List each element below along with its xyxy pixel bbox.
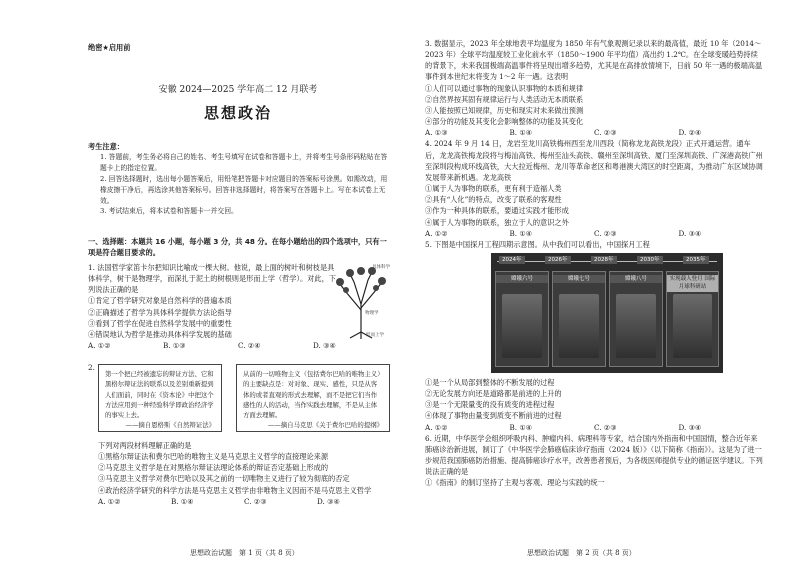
notice-title: 考生注意： bbox=[88, 142, 124, 151]
option: ②马克思主义哲学是在对黑格尔辩证法理论体系的辩证否定基础上形成的 bbox=[98, 463, 329, 473]
answer-d: D. ③④ bbox=[313, 341, 336, 351]
option: ③看到了哲学在促进自然科学发展中的重要性 bbox=[88, 318, 232, 328]
tree-label: 具体科学 bbox=[372, 265, 390, 270]
option: ③人能按照已知规律，历史和现实对未来做出预测 bbox=[425, 105, 584, 115]
phase-card bbox=[552, 271, 606, 367]
quote-text: 从前的一切唯物主义（包括费尔巴哈的唯物主义）的主要缺点是：对对象、现实、感性，只是从客体的或者直观的形式去理解，而不是把它们当作感性的人的活动，当作实践去理解，不是从主体方面去理解。 bbox=[243, 370, 381, 419]
phase-label: 嫦娥六号 bbox=[496, 275, 548, 284]
timeline-year: 2035年 bbox=[683, 256, 709, 265]
answer-b: B. ①④ bbox=[509, 128, 533, 138]
answer-d: D. ③④ bbox=[317, 496, 340, 506]
answer-a: A. ①③ bbox=[425, 128, 448, 138]
quote-box bbox=[98, 364, 222, 432]
question-5 bbox=[425, 239, 763, 433]
option: ③马克思主义哲学对费尔巴哈以及其之前的一切唯物主义进行了较为彻底的否定 bbox=[98, 474, 350, 484]
question-3 bbox=[425, 38, 763, 138]
option: ④体现了事物由量变到质变不断前进的过程 bbox=[425, 411, 562, 421]
question-2-materials bbox=[98, 364, 390, 434]
timeline-year: 2028年 bbox=[591, 256, 617, 265]
phase-image bbox=[616, 294, 656, 358]
knowledge-tree-illustration bbox=[332, 262, 390, 340]
phase-image bbox=[502, 294, 542, 358]
answer-b: B. ①④ bbox=[171, 496, 194, 506]
exam-title: 安徽 2024—2025 学年高二 12 月联考 bbox=[158, 85, 318, 95]
section-heading: 一、选择题：本题共 16 小题，每小题 3 分，共 48 分。在每小题给出的四个选项中，只有一项是符合题目要求的。 bbox=[88, 237, 387, 258]
option: ①黑格尔辩证法和费尔巴哈的唯物主义是马克思主义哲学的直接理论来源 bbox=[98, 452, 329, 462]
phase-card bbox=[666, 271, 719, 367]
answer-c: C. ②③ bbox=[244, 496, 267, 506]
answer-b: B. ①③ bbox=[163, 341, 186, 351]
page-footer-left: 思想政治试题 第 1 页（共 8 页） bbox=[190, 549, 299, 557]
answer-a: A. ①② bbox=[425, 422, 448, 432]
page-footer-right: 思想政治试题 第 2 页（共 8 页） bbox=[527, 549, 636, 557]
question-stem: 3. 数据显示，2023 年全球地表平均温度为 1850 年有气象观测记录以来的最高值，最近 10 年（2014～2023 年）全球平均温度较工业化前水平（1850～1900 年平均值）高出约 1.2℃。在全球变暖趋势持续的背景下，未来我国极端高温事件将呈现出增多趋势，尤其是在高排放情境下，日前 50 年一遇的极端高温事件到本世纪末将变为 1～2 年一遇。这表明 bbox=[425, 39, 763, 82]
question-stem: 6. 近期，中华医学会组织呼吸内科、肿瘤内科、病理科等专家，结合国内外指南和中国国情，整合近年来肺癌诊治新进展，制订了《中华医学会肺癌临床诊疗指南（2024 版）》（以下简称《指南》）。这是为了进一步规范我国肺癌防治措施、提高肺癌诊疗水平，改善患者预后，为各级医师提供专业的循证医学建议。下列说法正确的是 bbox=[425, 433, 763, 477]
notice-list bbox=[100, 152, 388, 217]
notice-item: 3. 考试结束后，将本试卷和答题卡一并交回。 bbox=[100, 207, 238, 216]
answer-c: C. ②③ bbox=[594, 422, 617, 432]
answer-choices bbox=[88, 340, 388, 351]
answer-c: C. ②③ bbox=[594, 228, 617, 238]
phase-card bbox=[609, 271, 663, 367]
phase-label: 实现载人登月 国际月球科研站 bbox=[667, 275, 718, 292]
option: ②具有“人化”的特点，改变了联系的客观性 bbox=[425, 195, 562, 205]
timeline bbox=[491, 256, 723, 266]
option: ③作为一种具体的联系，要通过实践才能形成 bbox=[425, 206, 569, 216]
quote-source: ——摘自马克思《关于费尔巴哈的提纲》 bbox=[267, 421, 383, 430]
answer-a: A. ①② bbox=[425, 228, 448, 238]
phase-image bbox=[673, 294, 712, 358]
answer-choices bbox=[425, 422, 763, 433]
option: ①人们可以通过事物的现象认识事物的本质和规律 bbox=[425, 83, 584, 93]
answer-c: C. ②③ bbox=[594, 128, 617, 138]
option: ①肯定了哲学研究对象是自然科学的普遍本质 bbox=[88, 296, 232, 306]
phase-label: 嫦娥八号 bbox=[610, 275, 662, 284]
question-stem: 1. 法国哲学家笛卡尔把知识比喻成一棵大树。他说，最上面的树叶和树枝是具体科学，树干是物理学，而深扎于泥土的树根则是形而上学（哲学）。对此，下列说法正确的是 bbox=[88, 263, 336, 295]
option: ③是一个无限量变的没有质变的进程过程 bbox=[425, 400, 555, 410]
answer-a: A. ①② bbox=[98, 496, 121, 506]
phase-image bbox=[559, 294, 599, 358]
timeline-year: 2024年 bbox=[499, 256, 525, 265]
option: ①是一个从局部到整体的不断发展的过程 bbox=[425, 377, 555, 387]
answer-d: D. ③④ bbox=[678, 228, 702, 238]
secret-mark: 绝密★启用前 bbox=[88, 43, 131, 52]
tree-label: 形而上学 bbox=[366, 333, 384, 338]
option: ④属于人为事物的联系，独立于人的意识之外 bbox=[425, 217, 569, 227]
option: ①《指南》的制订坚持了主观与客观、理论与实践的统一 bbox=[425, 478, 605, 488]
timeline-year: 2030年 bbox=[637, 256, 663, 265]
lunar-program-diagram bbox=[491, 253, 723, 373]
quote-box bbox=[236, 364, 390, 432]
answer-d: D. ②④ bbox=[678, 128, 702, 138]
question-stem: 5. 下图是中国探月工程四期示意图。从中我们可以看出，中国探月工程 bbox=[425, 239, 650, 249]
notice-item: 1. 答题前，考生务必将自己的姓名、考生号填写在试卷和答题卡上，并将考生号条形码粘贴在答题卡上的指定位置。 bbox=[100, 153, 388, 172]
right-column bbox=[425, 38, 763, 489]
question-2-number: 2. bbox=[88, 363, 95, 372]
option: ①属于人为事物的联系，更有利于造福人类 bbox=[425, 184, 562, 194]
question-6 bbox=[425, 433, 763, 489]
question-stem: 下列对两段材料理解正确的是 bbox=[98, 441, 192, 450]
answer-a: A. ①② bbox=[88, 341, 111, 351]
answer-b: B. ①④ bbox=[509, 422, 533, 432]
option: ②正确描述了哲学为具体科学提供方法论指导 bbox=[88, 307, 232, 317]
answer-c: C. ②④ bbox=[238, 341, 261, 351]
quote-source: ——摘自恩格斯《自然辩证法》 bbox=[125, 421, 215, 430]
answer-d: D. ③④ bbox=[678, 422, 702, 432]
question-4 bbox=[425, 138, 763, 238]
option: ④政治经济学研究的科学方法是马克思主义哲学由非唯物主义因而不是马克思主义哲学 bbox=[98, 485, 372, 495]
answer-b: B. ①④ bbox=[509, 228, 533, 238]
phase-label: 嫦娥七号 bbox=[553, 275, 605, 284]
tree-label: 物理学 bbox=[365, 311, 379, 316]
question-2 bbox=[98, 440, 390, 507]
phase-card bbox=[495, 271, 549, 367]
subject-title: 思想政治 bbox=[203, 104, 272, 122]
option: ②无论发展方向还是道路都是前进的上升的 bbox=[425, 389, 562, 399]
option: ②自然界按其固有规律运行与人类活动无本质联系 bbox=[425, 94, 584, 104]
timeline-year: 2026年 bbox=[545, 256, 571, 265]
quote-text: 第一个把已经被遗忘的辩证方法、它和黑格尔辩证法的联系以及差别重新提到人们面前，同时在《资本论》中把这个方法应用到一种经验科学即政治经济学的事实上去。 bbox=[105, 370, 214, 419]
answer-choices bbox=[425, 228, 763, 239]
question-stem: 4. 2024 年 9 月 14 日，龙岩至龙川高铁梅州西至龙川西段（简称龙龙高铁龙段）正式开通运营。通车后，龙龙高铁梅龙段将与梅汕高铁、梅州至汕头高铁、赣州至深圳高铁、厦门至深圳高铁、广深港高铁广州至深圳段构成环线高铁，大大拉近梅州、龙川等革命老区和粤港澳大湾区的时空距离，为推动广东区域协调发展带来新机遇。龙龙高铁 bbox=[425, 139, 763, 182]
option: ④错误地认为哲学是推动具体科学发展的基础 bbox=[88, 329, 232, 339]
option: ④部分的功能及其变化会影响整体的功能及其变化 bbox=[425, 117, 584, 127]
answer-choices bbox=[425, 127, 763, 138]
notice-item: 2. 回答选择题时，选出每小题答案后，用铅笔把答题卡对应题目的答案标号涂黑。如需改动，用橡皮擦干净后，再选涂其他答案标号。回答非选择题时，将答案写在答题卡上。写在本试卷上无效。 bbox=[100, 174, 388, 205]
answer-choices bbox=[98, 496, 390, 507]
